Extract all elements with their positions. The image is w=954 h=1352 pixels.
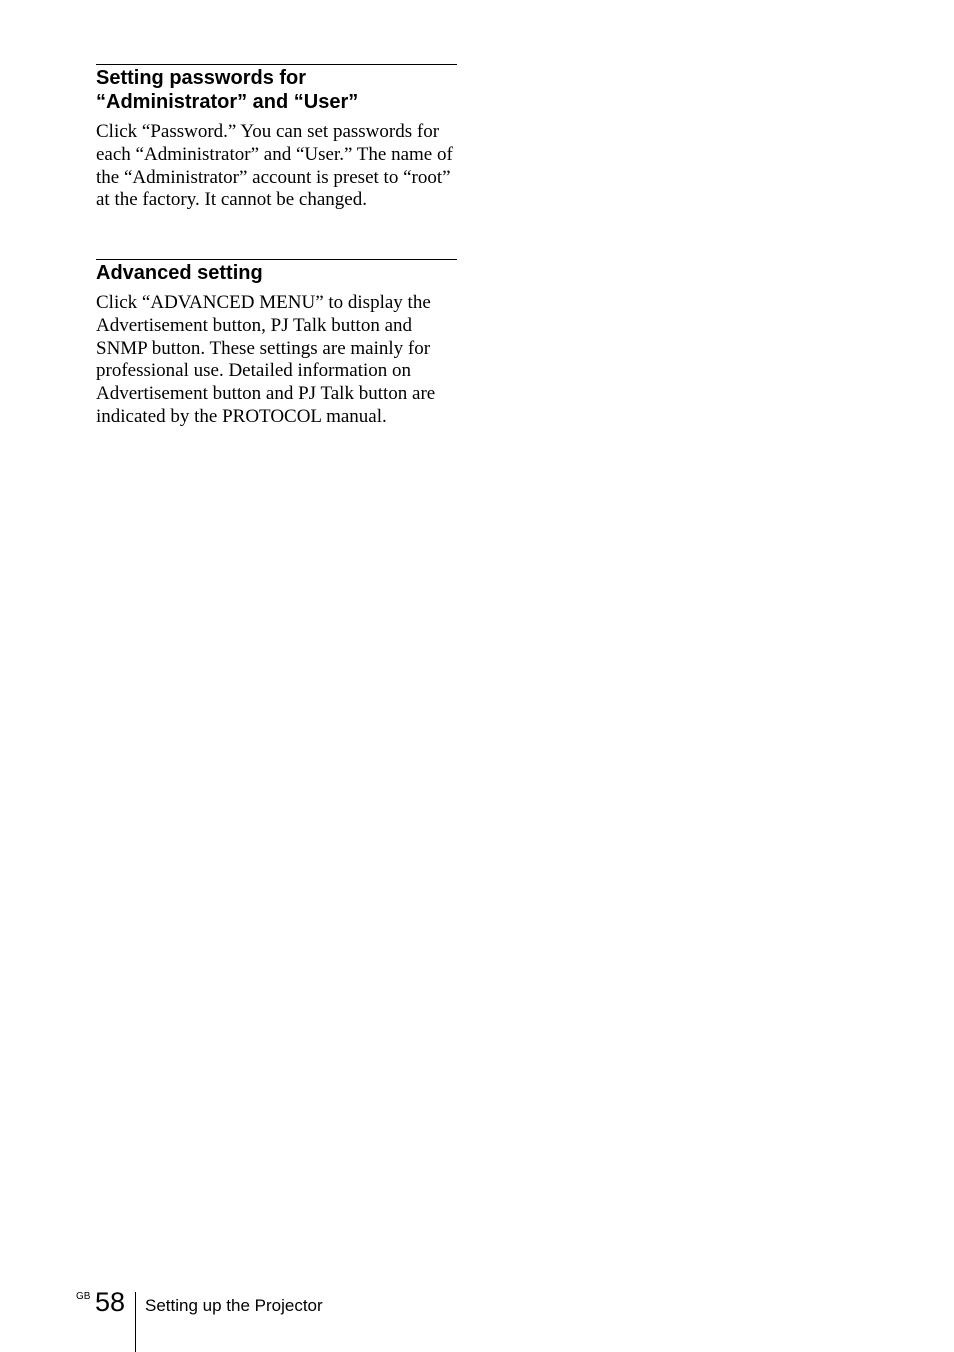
page-number: 58: [95, 1287, 126, 1317]
region-code: GB: [76, 1291, 91, 1302]
section-body-advanced-setting: Click “ADVANCED MENU” to display the Advertisement button, PJ Talk button and SNMP button. These settings are mainly for professional use. Detailed information on Advertisement button and PJ Talk button are indicated by the PROTOCOL manual.: [96, 292, 436, 427]
footer-divider: [135, 1292, 136, 1352]
section-passwords: [96, 64, 457, 212]
section-heading-advanced-setting: Advanced setting: [96, 262, 263, 284]
chapter-title: Setting up the Projector: [145, 1296, 323, 1315]
section-body-passwords: Click “Password.” You can set passwords for each “Administrator” and “User.” The name of the “Administrator” account is preset to “root” at the factory. It cannot be changed.: [96, 121, 453, 211]
section-heading-passwords: Setting passwords for “Administrator” and “User”: [96, 67, 359, 113]
section-advanced-setting: [96, 259, 457, 429]
